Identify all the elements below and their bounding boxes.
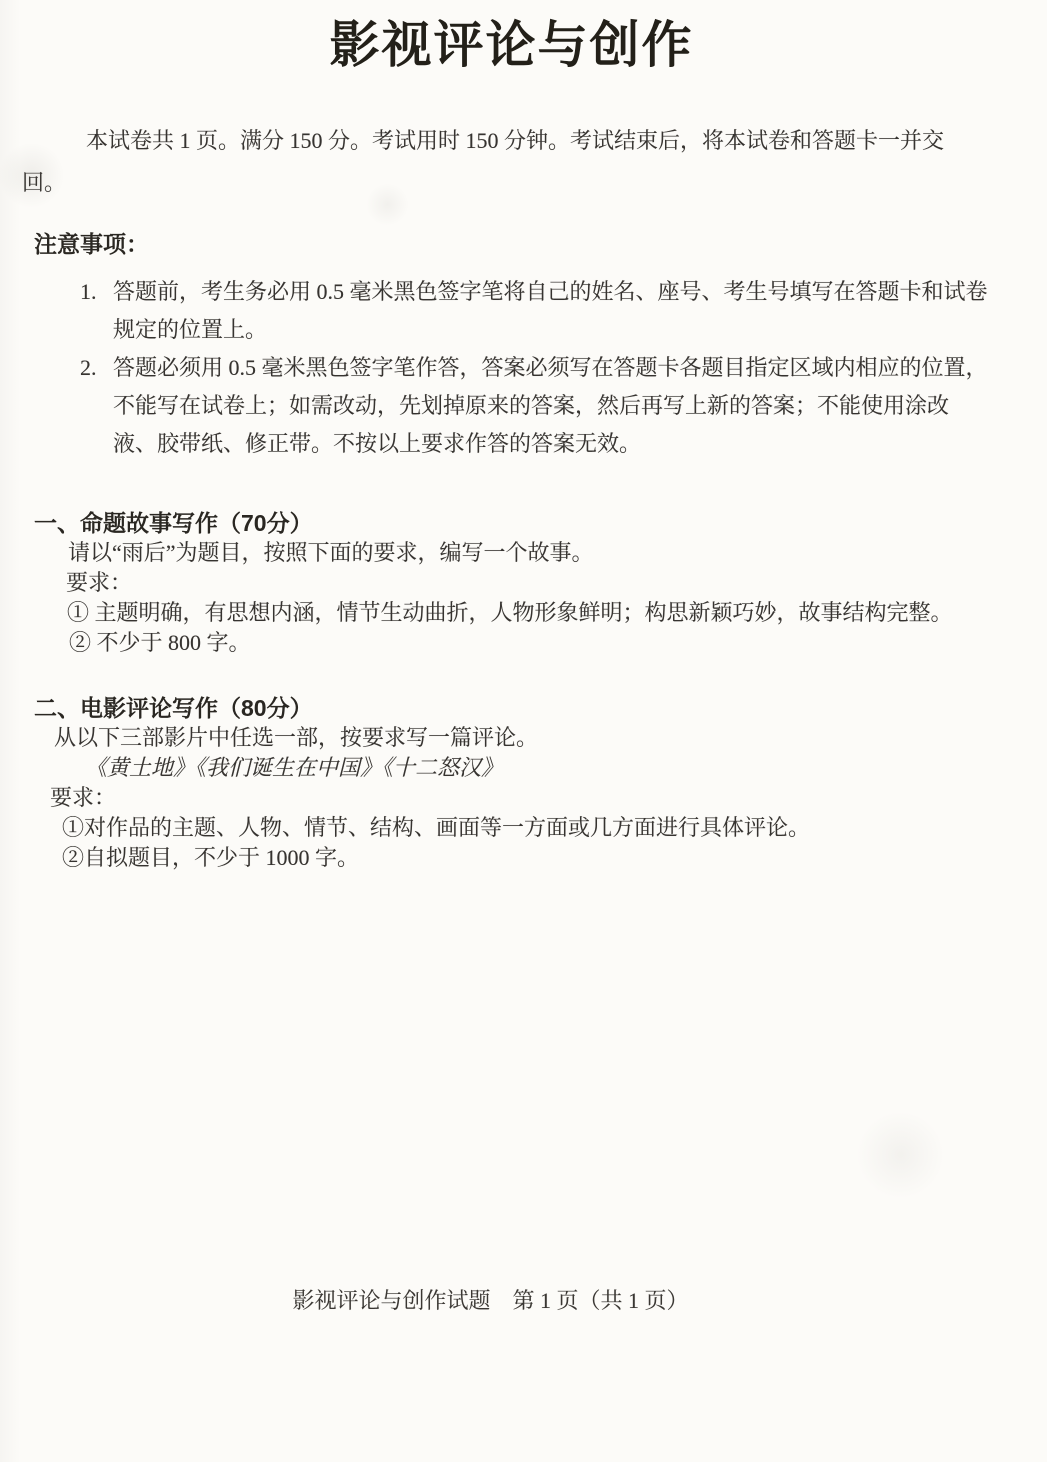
- section1-requirement-1: ① 主题明确，有思想内涵，情节生动曲折，人物形象鲜明；构思新颖巧妙，故事结构完整。: [67, 600, 953, 625]
- note-item-2-number: 2.: [80, 355, 97, 380]
- notes-list: [34, 273, 989, 463]
- note-item-2: [34, 349, 989, 463]
- section2-requirement-1: ①对作品的主题、人物、情节、结构、画面等一方面或几方面进行具体评论。: [62, 815, 811, 840]
- section1-prompt: 请以“雨后”为题目，按照下面的要求，编写一个故事。: [68, 540, 594, 565]
- section2-requirements-label: 要求：: [50, 785, 117, 810]
- note-item-1-number: 1.: [80, 279, 97, 304]
- intro-line-1: 本试卷共 1 页。满分 150 分。考试用时 150 分钟。考试结束后，将本试卷和答题卡一并交: [86, 128, 945, 153]
- note-item-1: [34, 273, 989, 349]
- section2-prompt: 从以下三部影片中任选一部，按要求写一篇评论。: [54, 725, 539, 750]
- page-footer: 影视评论与创作试题 第 1 页（共 1 页）: [292, 1288, 689, 1313]
- note-item-2-text: 答题必须用 0.5 毫米黑色签字笔作答，答案必须写在答题卡各题目指定区域内相应的位置，不能写在试卷上；如需改动，先划掉原来的答案，然后再写上新的答案；不能使用涂改液、胶带纸、修正带。不按以上要求作答的答案无效。: [113, 355, 988, 456]
- notes-heading: 注意事项：: [34, 231, 149, 257]
- film-titles: 《黄土地》《我们诞生在中国》《十二怒汉》: [85, 755, 504, 780]
- section1-requirement-2: ② 不少于 800 字。: [69, 630, 251, 655]
- page-title: 影视评论与创作: [329, 17, 694, 73]
- section1-heading: 一、命题故事写作（70分）: [34, 510, 313, 536]
- section2-requirement-2: ②自拟题目，不少于 1000 字。: [62, 845, 360, 870]
- section2-heading: 二、电影评论写作（80分）: [34, 695, 313, 721]
- intro-line-2: 回。: [22, 170, 67, 195]
- section1-requirements-label: 要求：: [66, 570, 133, 595]
- intro-paragraph: [22, 120, 989, 204]
- note-item-1-text: 答题前，考生务必用 0.5 毫米黑色签字笔将自己的姓名、座号、考生号填写在答题卡和试卷规定的位置上。: [113, 279, 988, 342]
